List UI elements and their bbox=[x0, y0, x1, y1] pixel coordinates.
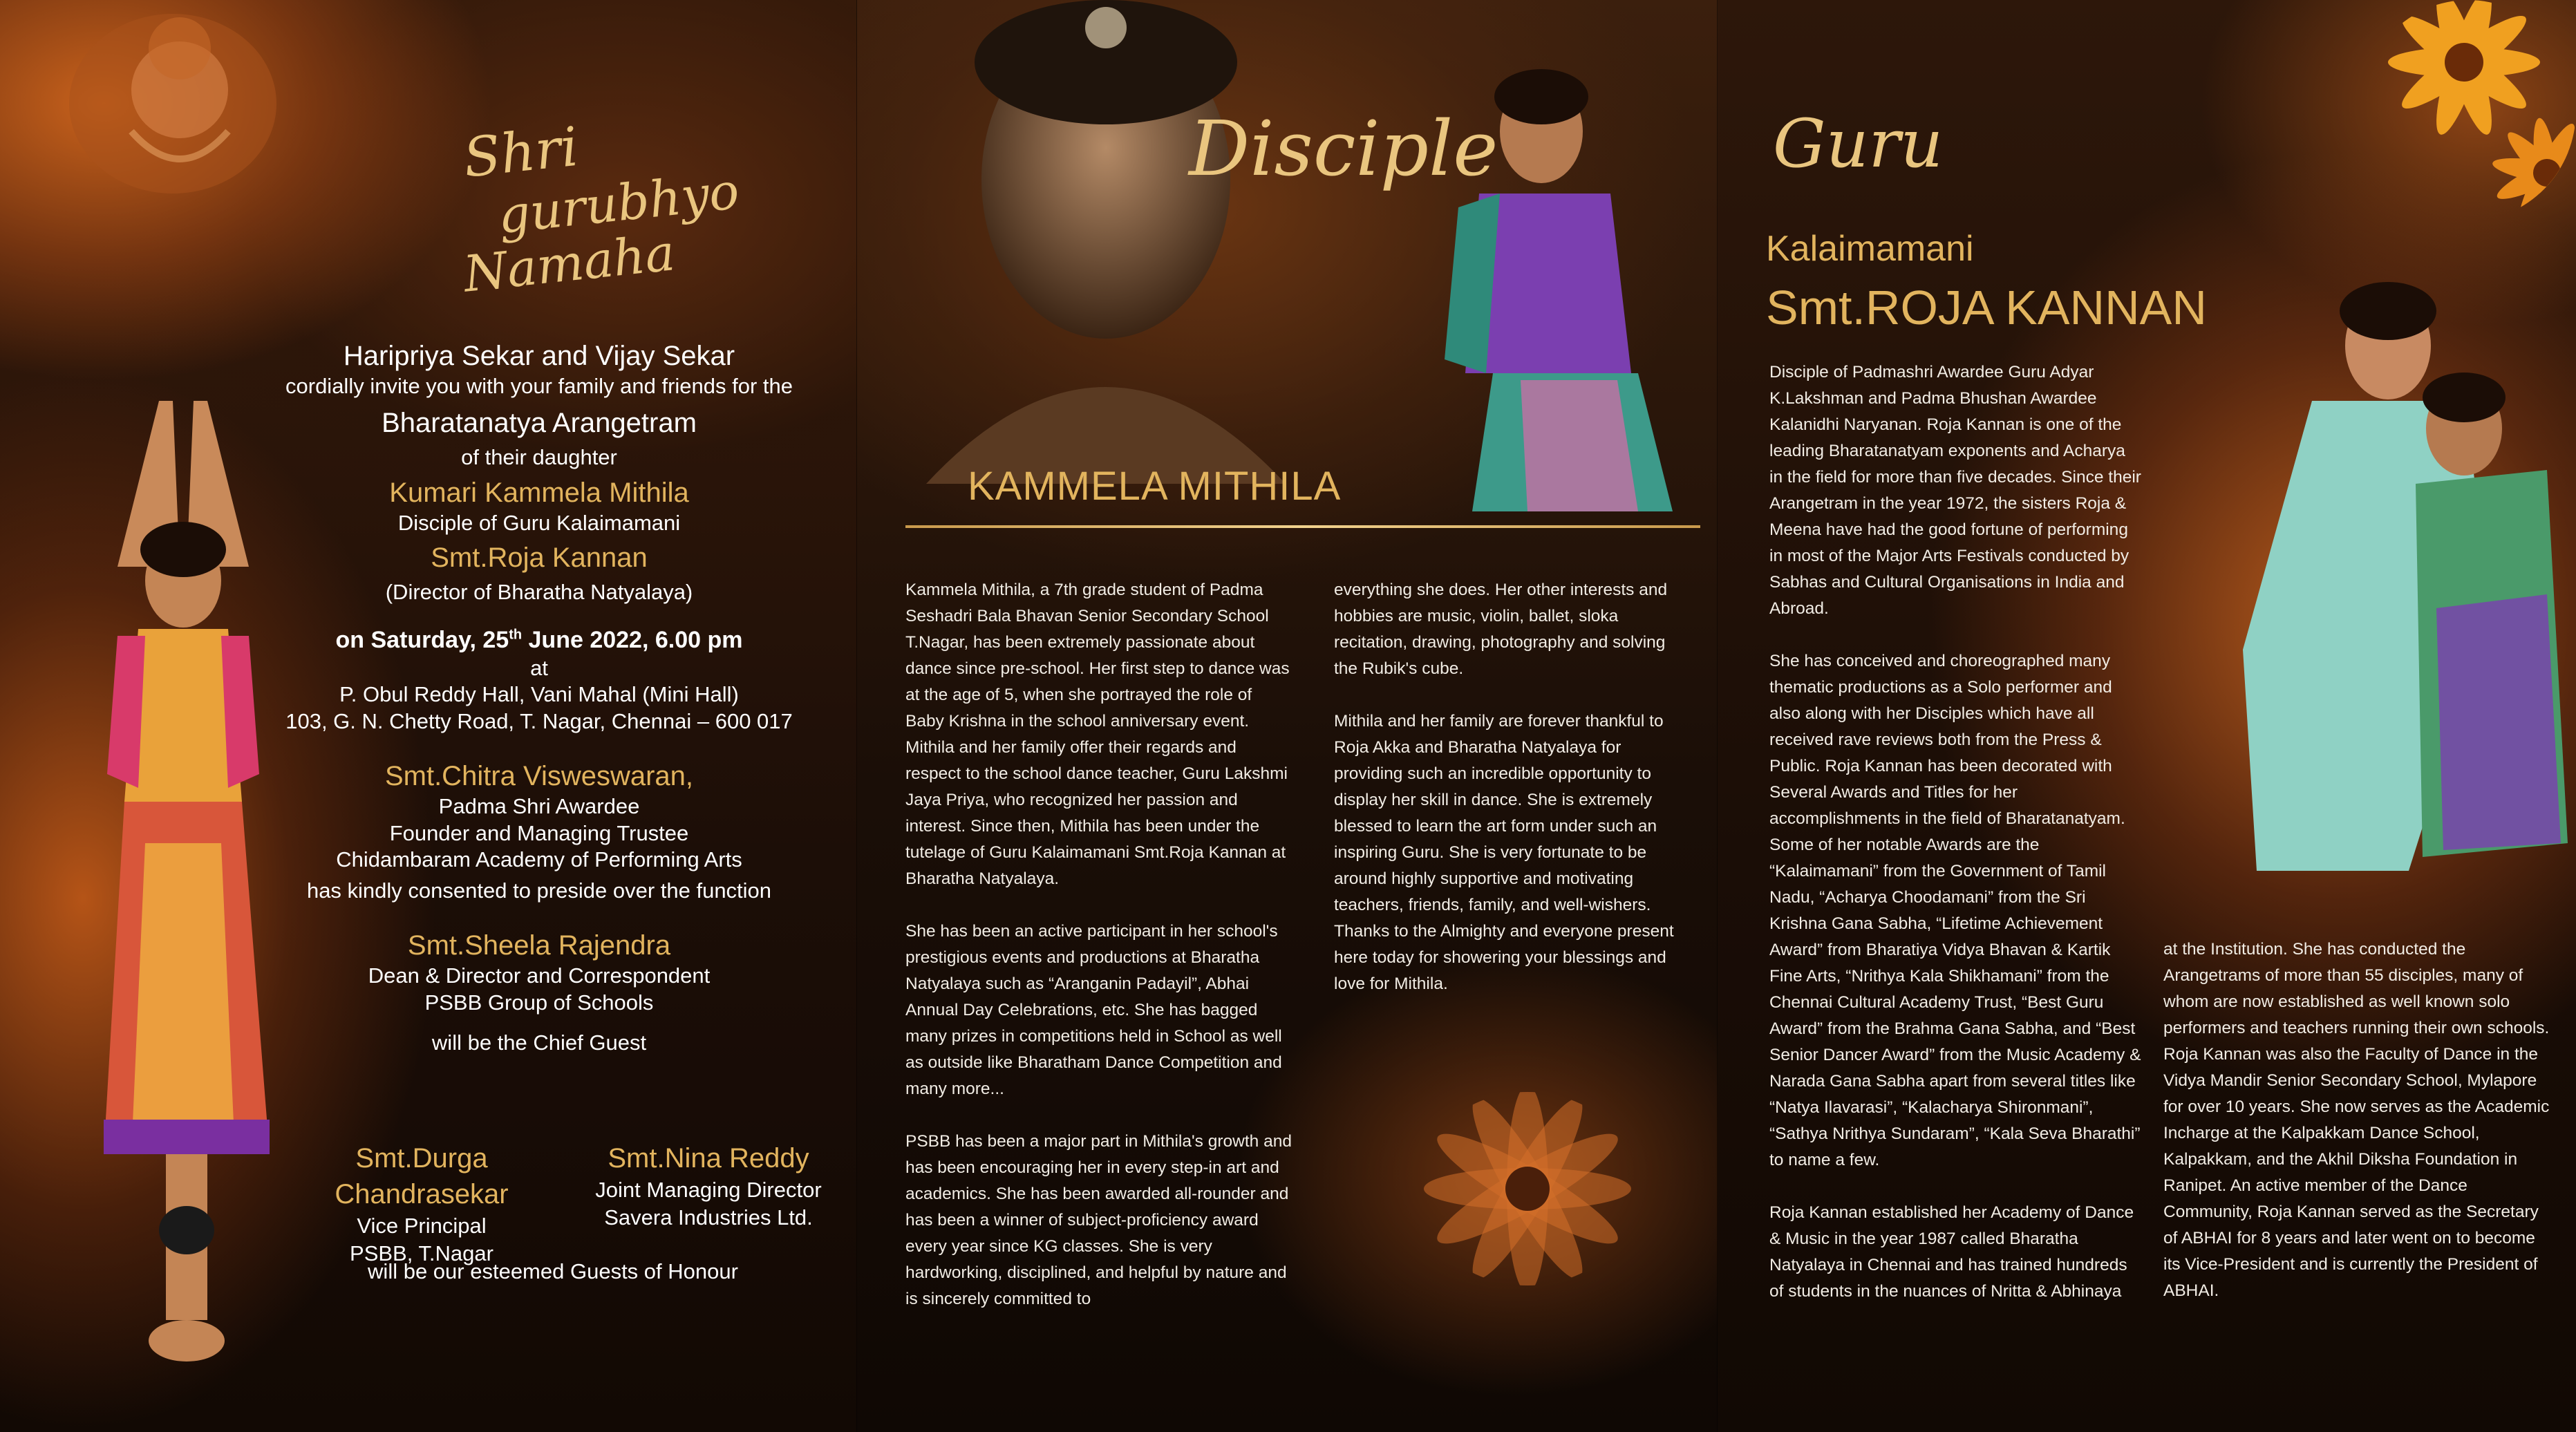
disciple-paragraph: PSBB has been a major part in Mithila's growth and has been encouraging her in every step-in art and academics. She has been awarded all-rounder and has been a winner of subject-proficiency award every year since KG classes. She is very hardworking, disciplined, and helpful by nature and is sincerely committed to bbox=[905, 1132, 1292, 1308]
director-text: (Director of Bharatha Natyalaya) bbox=[385, 580, 693, 605]
disciple-paragraph: everything she does. Her other interests and hobbies are music, violin, ballet, sloka recitation, drawing, photography and solving the Rubik's cube. bbox=[1334, 581, 1668, 678]
disciple-paragraph: Mithila and her family are forever thankful to Roja Akka and Bharatha Natyalaya for providing such an incredible opportunity to display her skill in dance. She is extremely blessed to learn the art form under such an inspiring Guru. She is very fortunate to be around highly supportive and motivating teachers, friends, family, and well-wishers. Thanks to the Almighty and everyone present here today for showering your blessings and love for Mithila. bbox=[1334, 712, 1674, 993]
invitation-text bbox=[228, 339, 850, 1057]
guru-paragraph: Roja Kannan established her Academy of Dance & Music in the year 1987 called Bharatha Natyalaya in Chennai and has trained hundreds of students in the nuances of Nritta & Abhinaya bbox=[1769, 1203, 2134, 1301]
deity-figure-icon bbox=[41, 7, 290, 214]
chief-guest-line-2: PSBB Group of Schools bbox=[424, 990, 654, 1015]
chief-guest-line-1: Dean & Director and Correspondent bbox=[368, 963, 711, 988]
guest-2-line-1: Joint Managing Director bbox=[595, 1178, 822, 1202]
date-suffix: June 2022, 6.00 pm bbox=[522, 627, 743, 653]
venue-line-1: P. Obul Reddy Hall, Vani Mahal (Mini Hall) bbox=[339, 682, 739, 707]
guru-panel bbox=[1718, 0, 2576, 1432]
date-prefix: on Saturday, 25 bbox=[335, 627, 509, 653]
script-line-3: Namaha bbox=[460, 223, 678, 303]
flower-icon bbox=[1417, 1092, 1638, 1285]
guest-1-name: Smt.Durga Chandrasekar bbox=[335, 1143, 509, 1209]
guru-subtitle: Kalaimamani bbox=[1766, 229, 1974, 269]
guest-1 bbox=[276, 1140, 567, 1268]
guru-column-1 bbox=[1769, 359, 2143, 1331]
guru-paragraph: at the Institution. She has conducted the Arangetrams of more than 55 disciples, many of whom are now established as well known solo performers and teachers running their own schools. Roja Kannan was also the Faculty of Dance in the Vidya Mandir Senior Secondary School, Mylapore for over 10 years. She now serves as the Academic Incharge at the Kalpakkam Dance School, Kalpakkam, and the Akhil Diksha Foundation in Ranipet. An active member of the Dance Community, Roja Kannan served as the Secretary of ABHAI for 8 years and later went on to become its Vice-President and is currently the President of ABHAI. bbox=[2163, 940, 2550, 1300]
disciple-column-1 bbox=[905, 577, 1292, 1339]
guest-2-line-2: Savera Industries Ltd. bbox=[604, 1205, 813, 1230]
guest-2 bbox=[581, 1140, 836, 1232]
disciple-column-2 bbox=[1334, 577, 1693, 1024]
disciple-paragraph: Kammela Mithila, a 7th grade student of Padma Seshadri Bala Bhavan Senior Secondary School T.Nagar, has been extremely passionate about dance since pre-school. Her first step to dance was at the age of 5, when she portrayed the role of Baby Krishna in the school anniversary event. Mithila and her family offer their regards and respect to the school dance teacher, Guru Lakshmi Jaya Priya, who recognized her passion and interest. Since then, Mithila has been under the tutelage of Guru Kalaimamani Smt.Roja Kannan at Bharatha Natyalaya. bbox=[905, 581, 1290, 888]
invite-line: cordially invite you with your family and friends for the bbox=[285, 374, 793, 398]
disciple-paragraph: She has been an active participant in her school's prestigious events and productions at Bharatha Natyalaya such as “Aranganin Padayil”, Abhai Annual Day Celebrations, etc. She has bagged many prizes in competitions held in School as well as outside like Bharatham Dance Competition and many more... bbox=[905, 922, 1282, 1098]
at-text: at bbox=[530, 655, 548, 680]
flower-icon bbox=[2360, 0, 2576, 221]
of-daughter-text: of their daughter bbox=[461, 444, 617, 469]
script-line-2: gurubhyo bbox=[495, 161, 742, 245]
event-name: Bharatanatya Arangetram bbox=[382, 407, 697, 438]
invitation-panel bbox=[0, 0, 857, 1432]
date-sup: th bbox=[509, 627, 523, 643]
portrait-sepia-icon bbox=[871, 0, 1320, 484]
guru-disciple-photo-icon bbox=[2160, 263, 2575, 885]
presider-line-3: Chidambaram Academy of Performing Arts bbox=[336, 847, 742, 872]
guru-script-title: Guru bbox=[1773, 105, 1944, 182]
script-line-1: Shri bbox=[460, 115, 581, 190]
guru-column-2 bbox=[2163, 936, 2550, 1330]
hosts-name: Haripriya Sekar and Vijay Sekar bbox=[343, 341, 735, 371]
chief-guest-name: Smt.Sheela Rajendra bbox=[407, 930, 671, 961]
guru-paragraph: She has conceived and choreographed many thematic productions as a Solo performer and also along with her Disciples which have all received rave reviews both from the Press & Public. Roja Kannan has been decorated with Several Awards and Titles for her accomplishments in the field of Bharatanatyam. Some of her notable Awards are the “Kalaimamani” from the Government of Tamil Nadu, “Acharya Choodamani” from the Sri Krishna Gana Sabha, “Lifetime Achievement Award” from Bharatiya Vidya Bhavan & Kartik Fine Arts, “Nrithya Kala Shikhamani” from the Chennai Cultural Academy Trust, “Best Guru Award” from the Brahma Gana Sabha, and “Best Senior Dancer Award” from the Music Academy & Narada Gana Sabha apart from several titles like “Natya Ilavarasi”, “Kalacharya Shironmani”, “Sathya Nrithya Sundaram”, “Kala Seva Bharathi” to name a few. bbox=[1769, 652, 2141, 1169]
venue-line-2: 103, G. N. Chetty Road, T. Nagar, Chennai – 600 017 bbox=[285, 709, 793, 733]
guru-name: Smt.Roja Kannan bbox=[431, 543, 648, 574]
presider-line-2: Founder and Managing Trustee bbox=[389, 820, 689, 845]
presider-line-1: Padma Shri Awardee bbox=[438, 793, 640, 818]
guest-1-line-1: Vice Principal bbox=[357, 1214, 487, 1238]
disciple-script-title: Disciple bbox=[1189, 104, 1498, 193]
title-rule bbox=[905, 525, 1700, 528]
guru-full-name: Smt.ROJA KANNAN bbox=[1766, 281, 2207, 335]
disciple-panel bbox=[857, 0, 1718, 1432]
disciple-of-text: Disciple of Guru Kalaimamani bbox=[397, 510, 681, 535]
disciple-name: KAMMELA MITHILA bbox=[968, 464, 1342, 509]
presider-line-4: has kindly consented to preside over the function bbox=[306, 878, 772, 903]
guru-paragraph: Disciple of Padmashri Awardee Guru Adyar K.Lakshman and Padma Bhushan Awardee Kalanidhi Naryanan. Roja Kannan is one of the leading Bharatanatyam exponents and Acharya in the field for more than five decades. Since their Arangetram in the year 1972, the sisters Roja & Meena have had the good fortune of performing in most of the Major Arts Festivals conducted by Sabhas and Cultural Organisations in India and Abroad. bbox=[1769, 363, 2141, 618]
guests-footer: will be our esteemed Guests of Honour bbox=[368, 1259, 738, 1283]
guest-2-name: Smt.Nina Reddy bbox=[608, 1143, 809, 1174]
guest-1-line-2: PSBB, T.Nagar bbox=[350, 1241, 493, 1266]
daughter-name: Kumari Kammela Mithila bbox=[389, 477, 689, 508]
event-date bbox=[228, 625, 850, 655]
presider-name: Smt.Chitra Visweswaran, bbox=[384, 760, 694, 791]
shri-gurubhyo-namaha-script bbox=[460, 115, 742, 303]
chief-guest-line-3: will be the Chief Guest bbox=[431, 1030, 647, 1055]
